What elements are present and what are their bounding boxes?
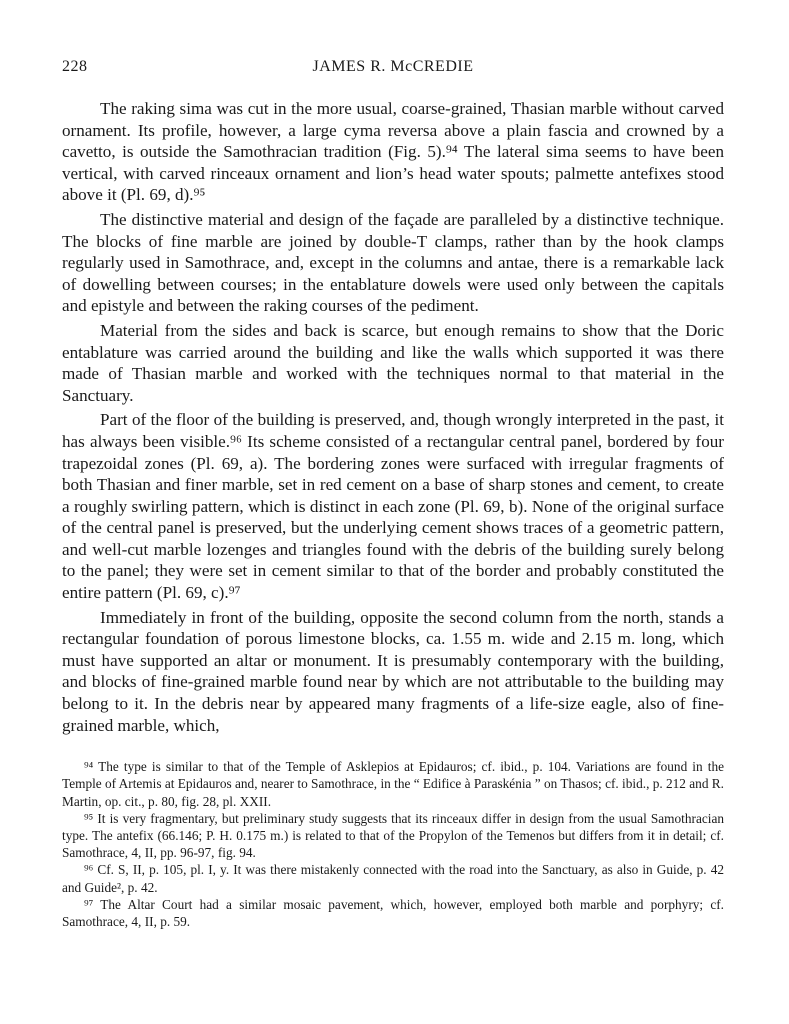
paragraph: The distinctive material and design of the façade are paralleled by a distinctive technique. The blocks of fine marble are joined by double-T clamps, rather than by the hook clamps regularly used in Samothrace, and, except in the columns and antae, there is a remarkable lack of dowelling between courses; in the entablature dowels were used only between the capitals and epistyle and between the raking courses of the pediment.: [62, 209, 724, 316]
paragraph: Part of the floor of the building is preserved, and, though wrongly interpreted in the past, it has always been visible.⁹⁶ Its scheme consisted of a rectangular central panel, bordered by four trapezoidal zones (Pl. 69, a). The bordering zones were surfaced with irregular fragments of both Thasian and finer marble, set in red cement on a base of sharp stones and cement, to create a roughly swirling pattern, which is distinct in each zone (Pl. 69, b). None of the original surface of the central panel is preserved, but the underlying cement shows traces of a geometric pattern, and well-cut marble lozenges and triangles found with the debris of the building surely belong to the panel; they were set in cement similar to that of the border and probably constituted the entire pattern (Pl. 69, c).⁹⁷: [62, 410, 724, 603]
footnote-97: ⁹⁷ The Altar Court had a similar mosaic pavement, which, however, employed both marble and porphyry; cf. Samothrace, 4, II, p. 59.: [62, 896, 724, 930]
running-head-author: JAMES R. McCREDIE: [312, 58, 474, 75]
page: [62, 58, 724, 930]
running-header: [62, 58, 724, 76]
paragraph: Material from the sides and back is scarce, but enough remains to show that the Doric entablature was carried around the building and like the walls which supported it was there made of Thasian marble and worked with the techniques normal to that material in the Sanctuary.: [62, 320, 724, 405]
page-number: 228: [62, 58, 88, 75]
footnotes: [62, 758, 724, 930]
footnote-95: ⁹⁵ It is very fragmentary, but preliminary study suggests that its rinceaux differ in design from the usual Samothracian type. The antefix (66.146; P. H. 0.175 m.) is related to that of the Propylon of the Temenos but differs from it in detail; cf. Samothrace, 4, II, pp. 96-97, fig. 94.: [62, 810, 724, 861]
body-text: [62, 98, 724, 736]
footnote-96: ⁹⁶ Cf. S, II, p. 105, pl. I, y. It was there mistakenly connected with the road into the Sanctuary, as also in Guide, p. 42 and Guide², p. 42.: [62, 862, 724, 895]
paragraph: The raking sima was cut in the more usual, coarse-grained, Thasian marble without carved ornament. Its profile, however, a large cyma reversa above a plain fascia and crowned by a cavetto, is outside the Samothracian tradition (Fig. 5).⁹⁴ The lateral sima seems to have been vertical, with carved rinceaux ornament and lion’s head water spouts; palmette antefixes stood above it (Pl. 69, d).⁹⁵: [62, 99, 724, 205]
paragraph: Immediately in front of the building, opposite the second column from the north, stands a rectangular foundation of porous limestone blocks, ca. 1.55 m. wide and 2.15 m. long, which must have supported an altar or monument. It is presumably contemporary with the building, and blocks of fine-grained marble found near by which are not attributable to the building may belong to it. In the debris near by appeared many fragments of a life-size eagle, also of fine-grained marble, which,: [62, 607, 724, 735]
footnote-94: ⁹⁴ The type is similar to that of the Temple of Asklepios at Epidauros; cf. ibid., p. 104. Variations are found in the Temple of Artemis at Epidauros and, nearer to Samothrace, in the “ Edifice à Paraskénia ” on Thasos; cf. ibid., p. 212 and R. Martin, op. cit., p. 80, fig. 28, pl. XXII.: [62, 759, 724, 809]
